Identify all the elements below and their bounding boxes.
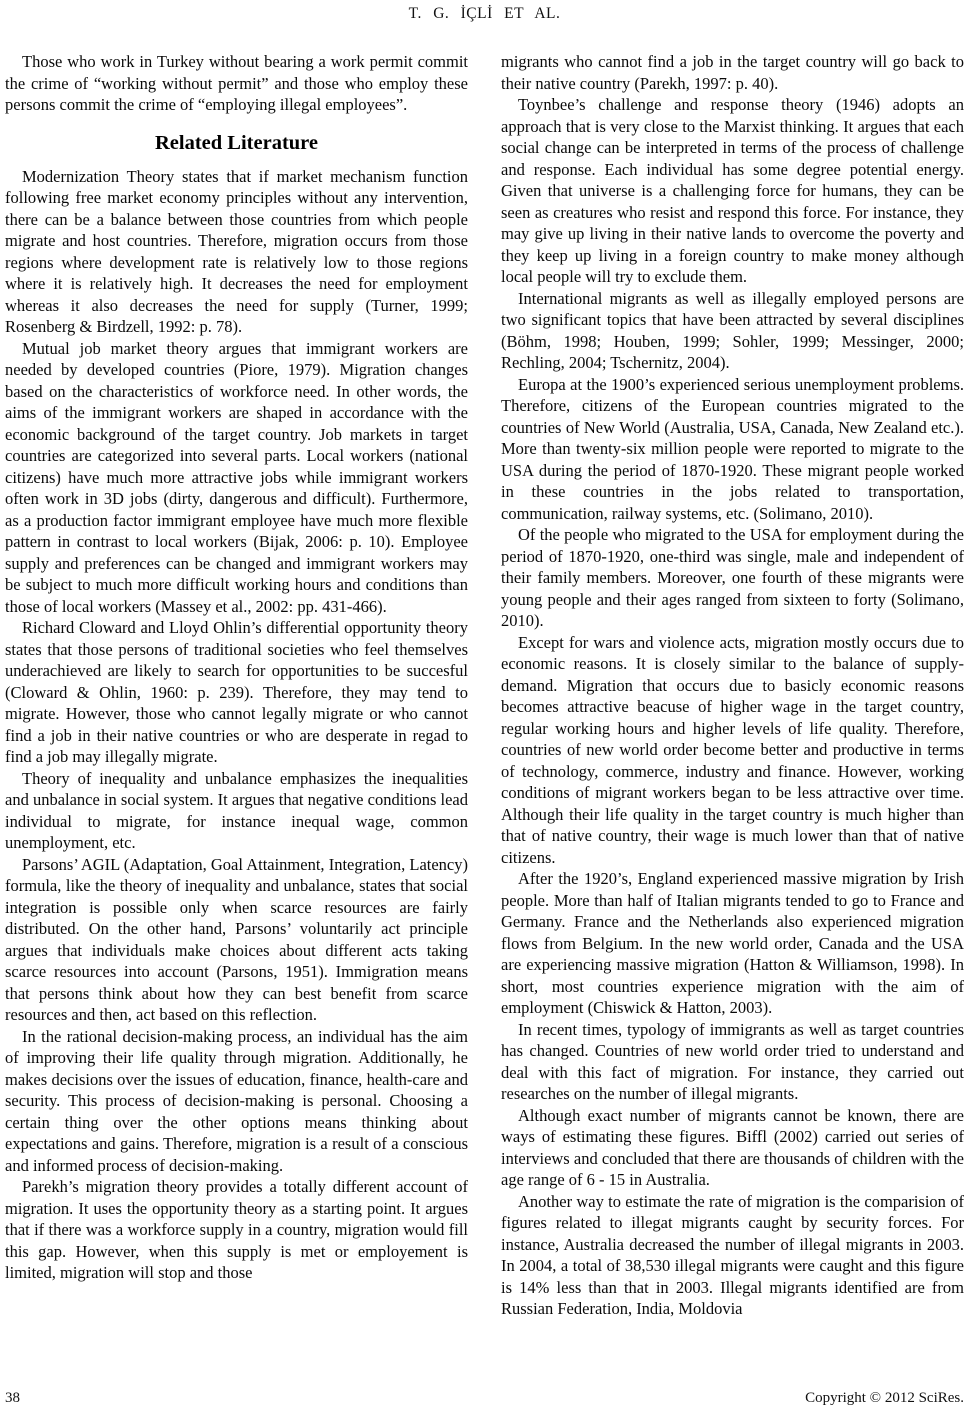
paragraph: Another way to estimate the rate of migration is the comparision of figures related to illegat migrants caught by security forces. For instance, Australia decreased the number of illegal migrants in 2003. In 2004, a total of 38,530 illegal migrants were caught and this figure is 14% less than that in 2003. Illegal migrants identified are from Russian Federation, India, Moldovia	[501, 1191, 964, 1318]
section-heading: Related Literature	[155, 131, 318, 154]
paragraph: In the rational decision-making process, an individual has the aim of improving their life quality through migration. Additionally, he makes decisions over the issues of education, finance, health-care and security. This process of decision-making is personal. Choosing a certain thing over the other options means thinking about expectations and gains. Therefore, migration is a result of a conscious and informed process of decision-making.	[5, 1026, 468, 1175]
right-column	[501, 51, 964, 1362]
paragraph-continuation: migrants who cannot find a job in the target country will go back to their native country (Parekh, 1997: p. 40).	[501, 52, 964, 93]
paragraph: Toynbee’s challenge and response theory (1946) adopts an approach that is very close to the Marxist thinking. It argues that each social change can be interpreted in terms of the process of challenge and response. Each individual has some degree potential energy. Given that universe is a challenging force for humans, they can be seen as creatures who resist and respond this force. For instance, they may give up living in their native lands to overcome the poverty and they keep up living in a foreign country to make money although local people will try to exclude them.	[501, 95, 964, 286]
paragraph: International migrants as well as illegally employed persons are two significant topics that have been attracted by several disciplines (Böhm, 1998; Houben, 1999; Sohler, 1999; Messinger, 2000; Rechling, 2004; Tschernitz, 2004).	[501, 288, 964, 372]
paragraph: Parsons’ AGIL (Adaptation, Goal Attainment, Integration, Latency) formula, like the theory of inequality and unbalance, states that social integration is possible only when scarce resources are fairly distributed. On the other hand, Parsons’ voluntarily act principle argues that individuals make choices about different acts taking scarce resources into account (Parsons, 1951). Immigration means that persons think about how they can best benefit from scarce resources and then, act based on this reflection.	[5, 854, 468, 1024]
paragraph: Of the people who migrated to the USA for employment during the period of 1870-1920, one-third was single, male and independent of their family members. Moreover, one fourth of these migrants were young people and their ages ranged from sixteen to forty (Solimano, 2010).	[501, 525, 964, 630]
left-column	[5, 51, 468, 1362]
paragraph: Modernization Theory states that if market mechanism function following free market economy principles without any intervention, there can be a balance between those countries from which people migrate and host countries. Therefore, migration occurs from those regions where development rate is relatively low to those regions where it is relatively high. It decreases the need for employment whereas it also decreases the need for supply (Turner, 1999; Rosenberg & Birdzell, 1992: p. 78).	[5, 166, 468, 336]
paragraph: Except for wars and violence acts, migration mostly occurs due to economic reasons. It is closely similar to the balance of supply-demand. Migration that occurs due to basicly economic reasons becomes attractive beacuse of higher wage in the target country, regular working hours and higher levels of life quality. Therefore, countries of new world order become better and productive in terms of technology, commerce, industry and finance. However, working conditions of migrant workers began to be less attractive over time. Although their life quality in the target country is much higher than that of native country, their wage is much lower than that of native citizens.	[501, 632, 964, 867]
two-column-body	[5, 51, 964, 1362]
paragraph: In recent times, typology of immigrants as well as target countries has changed. Countries of new world order tried to understand and deal with this fact of migration. For instance, they carried out researches on the number of illegal migrants.	[501, 1019, 964, 1103]
paragraph: Richard Cloward and Lloyd Ohlin’s differential opportunity theory states that those persons of traditional societies who feel themselves underachieved are likely to search for opportunities to be succesful (Cloward & Ohlin, 1960: p. 239). Therefore, they may tend to migrate. However, those who cannot legally migrate or who cannot find a job in their native countries or who are desperate in regad to find a job may illegally migrate.	[5, 618, 468, 766]
paragraph: Although exact number of migrants cannot be known, there are ways of estimating these figures. Biffl (2002) carried out series of interviews and concluded that there are thousands of children with the age range of 6 - 15 in Australia.	[501, 1105, 964, 1189]
paragraph: Theory of inequality and unbalance emphasizes the inequalities and unbalance in social system. It argues that negative conditions lead individual to migrate, for instance inequal wage, common unemployment, etc.	[5, 768, 468, 852]
running-head: T. G. İÇLİ ET AL.	[408, 5, 561, 22]
paragraph: After the 1920’s, England experienced massive migration by Irish people. More than half of Italian migrants tended to go to France and Germany. France and the Netherlands also experienced migration flows from Belgium. In the new world order, Canada and the USA are experiencing massive migration (Hatton & Williamson, 1998). In short, most countries experience migration with the aim of employment (Chiswick & Hatton, 2003).	[501, 869, 964, 1017]
paragraph: Mutual job market theory argues that immigrant workers are needed by developed countries (Piore, 1979). Migration changes based on the characteristics of workforce need. In other words, the aims of the immigrant workers are shaped in accordance with the economic background of the target country. Job markets in target countries are categorized into several parts. Local workers (national citizens) have much more attractive jobs while immigrant workers often work in 3D jobs (dirty, dangerous and difficult). Furthermore, as a production factor immigrant employee have much more flexible pattern in contrast to local workers (Bijak, 2006: p. 10). Employee supply and preferences can be changed and immigrant workers may be subject to much more difficult working hours and conditions than those of local workers (Massey et al., 2002: pp. 431-466).	[5, 338, 468, 616]
paragraph: Europa at the 1900’s experienced serious unemployment problems. Therefore, citizens of the European countries migrated to the countries of New World (Australia, USA, Canada, New Zealand etc.). More than twenty-six million people were reported to migrate to the USA during the period of 1870-1920. These migrant people worked in these countries in the jobs related to transportation, communication, railway systems, etc. (Solimano, 2010).	[501, 374, 964, 523]
paragraph: Parekh’s migration theory provides a totally different account of migration. It uses the opportunity theory as a starting point. It argues that if there was a workforce supply in a country, migration would fill this gap. However, when this supply is met or employement is limited, migration will stop and those	[5, 1177, 468, 1282]
page-footer	[5, 1390, 964, 1407]
page-number: 38	[5, 1390, 20, 1406]
paragraph: Those who work in Turkey without bearing a work permit commit the crime of “working without permit” and those who employ these persons commit the crime of “employing illegal employees”.	[5, 52, 468, 114]
copyright-notice: Copyright © 2012 SciRes.	[805, 1390, 964, 1406]
